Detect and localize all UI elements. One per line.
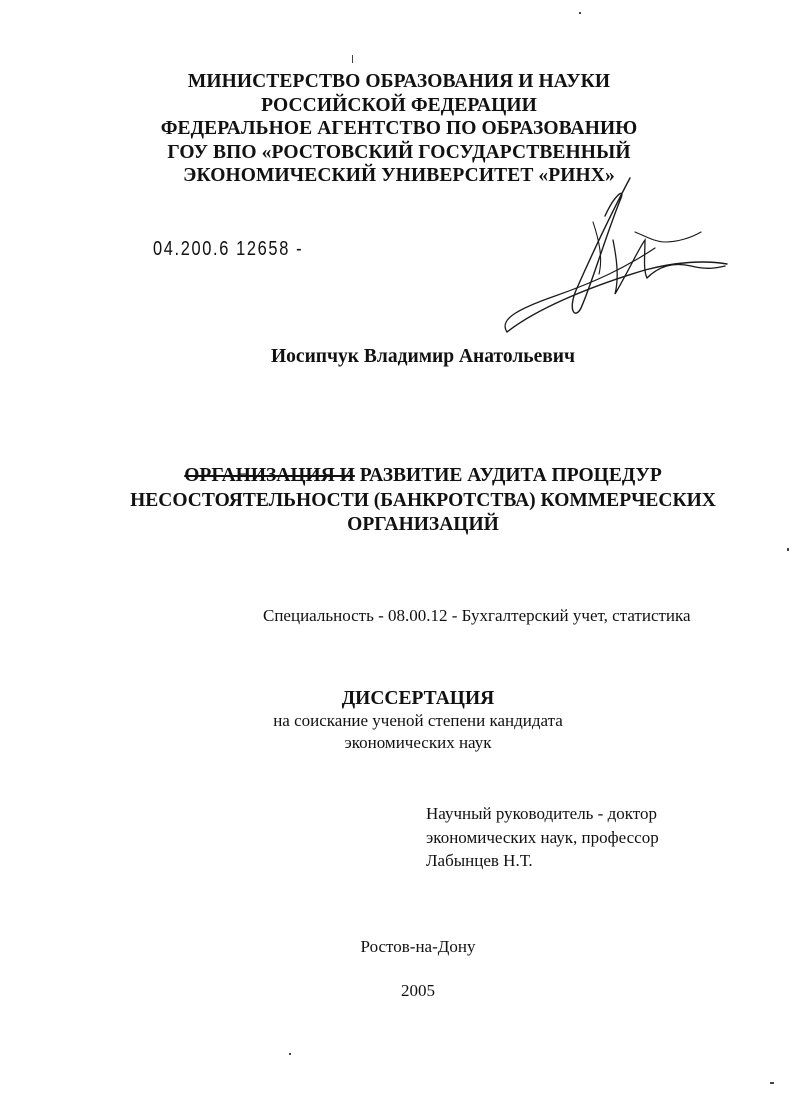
degree-line-1: на соискание ученой степени кандидата <box>273 711 563 730</box>
degree-line-2: экономических наук <box>344 733 492 752</box>
scan-speck <box>787 548 789 551</box>
agency-line: ФЕДЕРАЛЬНОЕ АГЕНТСТВО ПО ОБРАЗОВАНИЮ <box>160 118 638 139</box>
signature-icon <box>495 170 735 340</box>
university-line-1: ГОУ ВПО «РОСТОВСКИЙ ГОСУДАРСТВЕННЫЙ <box>167 141 631 163</box>
ministry-line-2: РОССИЙСКОЙ ФЕДЕРАЦИИ <box>261 94 537 116</box>
dissertation-block <box>0 688 798 754</box>
scan-speck <box>579 12 581 14</box>
university-line-2: ЭКОНОМИЧЕСКИЙ УНИВЕРСИТЕТ «РИНХ» <box>183 165 615 186</box>
dissertation-title <box>0 464 798 538</box>
advisor-line-2: экономических наук, профессор <box>426 827 659 847</box>
scan-speck <box>352 55 353 63</box>
advisor-name: Лабынцев Н.Т. <box>426 851 533 870</box>
scan-speck <box>770 1082 774 1084</box>
title-line-1-rest: РАЗВИТИЕ АУДИТА ПРОЦЕДУР <box>354 465 662 486</box>
title-line-1 <box>0 464 798 489</box>
year: 2005 <box>401 981 435 1000</box>
dissertation-heading: ДИССЕРТАЦИЯ <box>341 688 495 709</box>
registration-number: 04.200.6 12658 - <box>153 238 304 260</box>
struck-words: ОРГАНИЗАЦИЯ И <box>184 465 355 486</box>
advisor-block <box>426 802 659 873</box>
advisor-line-1: Научный руководитель - доктор <box>426 804 657 823</box>
title-line-2: НЕСОСТОЯТЕЛЬНОСТИ (БАНКРОТСТВА) КОММЕРЧЕСКИХ <box>130 489 716 511</box>
title-line-3: ОРГАНИЗАЦИЙ <box>347 514 499 535</box>
scan-speck <box>289 1053 291 1055</box>
ministry-line-1: МИНИСТЕРСТВО ОБРАЗОВАНИЯ И НАУКИ <box>187 71 611 92</box>
city: Ростов-на-Дону <box>360 937 476 956</box>
specialty-line: Специальность - 08.00.12 - Бухгалтерский учет, статистика <box>263 606 691 625</box>
author-name: Иосипчук Владимир Анатольевич <box>271 346 575 367</box>
